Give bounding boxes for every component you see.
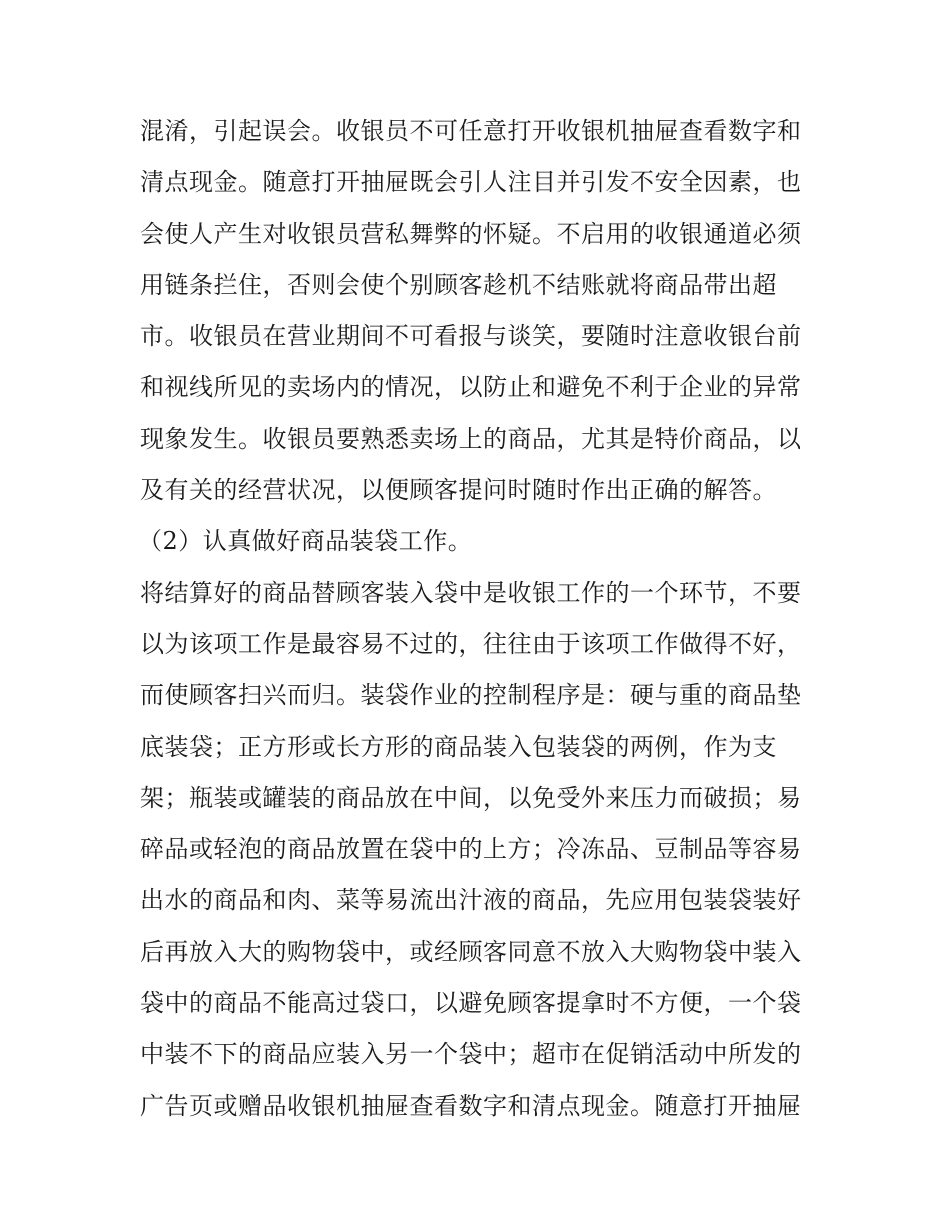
text-line-10: 将结算好的商品替顾客装入袋中是收银工作的一个环节，不要 xyxy=(140,578,802,607)
text-line-16: 出水的商品和肉、菜等易流出汁液的商品，先应用包装袋装好 xyxy=(140,886,802,915)
text-line-11: 以为该项工作是最容易不过的，往往由于该项工作做得不好， xyxy=(140,629,802,658)
body-text xyxy=(140,106,820,1132)
text-line-14: 架；瓶装或罐装的商品放在中间，以免受外来压力而破损；易 xyxy=(140,783,802,812)
text-line-17: 后再放入大的购物袋中，或经顾客同意不放入大购物袋中装入 xyxy=(140,937,802,966)
text-line-3: 会使人产生对收银员营私舞弊的怀疑。不启用的收银通道必须 xyxy=(140,219,802,248)
text-line-6: 和视线所见的卖场内的情况，以防止和避免不利于企业的异常 xyxy=(140,373,802,402)
text-line-19: 中装不下的商品应装入另一个袋中；超市在促销活动中所发的 xyxy=(140,1040,802,1069)
text-line-2: 清点现金。随意打开抽屉既会引人注目并引发不安全因素，也 xyxy=(140,168,802,197)
text-line-20: 广告页或赠品收银机抽屉查看数字和清点现金。随意打开抽屉 xyxy=(140,1091,802,1120)
section-heading: （2）认真做好商品装袋工作。 xyxy=(138,527,473,556)
text-line-12: 而使顾客扫兴而归。装袋作业的控制程序是：硬与重的商品垫 xyxy=(140,681,802,710)
text-line-13: 底装袋；正方形或长方形的商品装入包装袋的两例，作为支 xyxy=(140,732,777,761)
text-line-7: 现象发生。收银员要熟悉卖场上的商品，尤其是特价商品，以 xyxy=(140,424,802,453)
text-line-8: 及有关的经营状况，以便顾客提问时随时作出正确的解答。 xyxy=(140,476,777,505)
text-line-18: 袋中的商品不能高过袋口，以避免顾客提拿时不方便，一个袋 xyxy=(140,989,802,1018)
text-line-4: 用链条拦住，否则会使个别顾客趁机不结账就将商品带出超 xyxy=(140,270,777,299)
text-line-5: 市。收银员在营业期间不可看报与谈笑，要随时注意收银台前 xyxy=(140,322,802,351)
text-line-1: 混淆，引起误会。收银员不可任意打开收银机抽屉查看数字和 xyxy=(140,117,802,145)
text-line-15: 碎品或轻泡的商品放置在袋中的上方；冷冻品、豆制品等容易 xyxy=(140,835,802,864)
